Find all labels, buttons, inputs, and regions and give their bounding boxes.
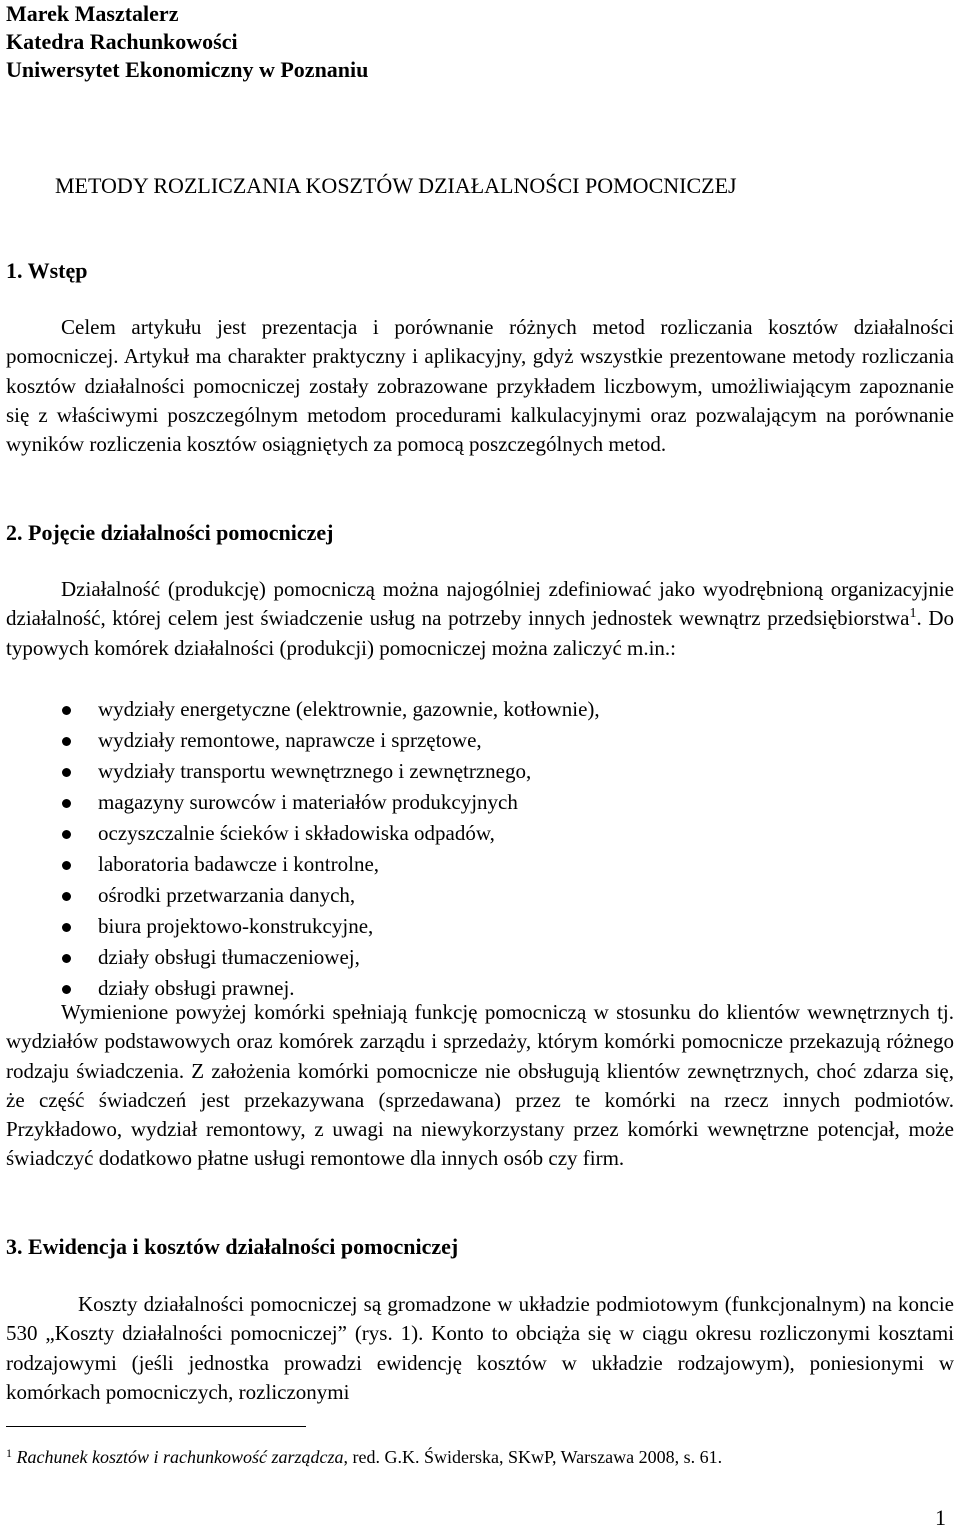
author-department: Katedra Rachunkowości xyxy=(6,29,238,54)
author-university: Uniwersytet Ekonomiczny w Poznaniu xyxy=(6,57,369,82)
list-item: magazyny surowców i materiałów produkcyjnych xyxy=(6,787,954,818)
page-number: 1 xyxy=(935,1505,946,1530)
section-2-intro-text: Działalność (produkcję) pomocniczą można najogólniej zdefiniować jako wyodrębnioną organizacyjnie działalność, której celem jest świadczenie usług na potrzeby innych jednostek wewnątrz przedsiębiorstwa xyxy=(6,577,954,631)
author-block xyxy=(6,0,368,84)
section-2-intro-continued: . Do typowych komórek działalności (produkcji) pomocniczej można zaliczyć m.in.: xyxy=(6,606,954,660)
bullet-icon xyxy=(62,799,71,808)
bullet-icon xyxy=(62,954,71,963)
section-2-heading: 2. Pojęcie działalności pomocniczej xyxy=(6,520,334,545)
footnote-number: 1 xyxy=(6,1446,12,1460)
list-item: wydziały transportu wewnętrznego i zewnętrznego, xyxy=(6,756,954,787)
list-item: oczyszczalnie ścieków i składowiska odpadów, xyxy=(6,818,954,849)
section-3-heading: 3. Ewidencja i kosztów działalności pomocniczej xyxy=(6,1234,459,1259)
bullet-icon xyxy=(62,892,71,901)
bullet-icon xyxy=(62,768,71,777)
bullet-icon xyxy=(62,706,71,715)
section-1-text: Celem artykułu jest prezentacja i porównanie różnych metod rozliczania kosztów działalności pomocniczej. Artykuł ma charakter praktyczny i aplikacyjny, gdyż wszystkie prezentowane metody rozliczania kosztów działalności pomocniczej zostały zobrazowane przykładem liczbowym, umożliwiającym zapoznanie się z właściwymi poszczególnym metodom procedurami kalkulacyjnymi oraz pozwalającym na porównanie wyników rozliczenia kosztów osiągniętych za pomocą poszczególnych metod. xyxy=(6,315,954,457)
bullet-icon xyxy=(62,923,71,932)
list-item: laboratoria badawcze i kontrolne, xyxy=(6,849,954,880)
footnote-details: , red. G.K. Świderska, SKwP, Warszawa 2008, s. 61. xyxy=(343,1447,723,1467)
footnote-reference: 1 xyxy=(909,606,917,622)
article-title: METODY ROZLICZANIA KOSZTÓW DZIAŁALNOŚCI POMOCNICZEJ xyxy=(55,173,737,198)
footnote-book-title: Rachunek kosztów i rachunkowość zarządcza xyxy=(16,1447,344,1467)
list-item: działy obsługi prawnej. xyxy=(6,973,954,1004)
bullet-icon xyxy=(62,985,71,994)
section-2-text: Wymienione powyżej komórki spełniają funkcję pomocniczą w stosunku do klientów wewnętrznych tj. wydziałów podstawowych oraz komórek zarządu i sprzedaży, którym komórki pomocnicze przekazują różnego rodzaju świadczenia. Z założenia komórki pomocnicze nie obsługują klientów zewnętrznych, choć zdarza się, że część świadczeń jest przekazywana (sprzedawana) przez te komórki na rzecz innych podmiotów. Przykładowo, wydział remontowy, z uwagi na niewykorzystany przez komórki wewnętrzne potencjał, może świadczyć dodatkowo płatne usługi remontowe dla innych osób czy firm. xyxy=(6,1000,954,1171)
list-item: ośrodki przetwarzania danych, xyxy=(6,880,954,911)
bullet-icon xyxy=(62,737,71,746)
auxiliary-units-list xyxy=(6,694,954,1004)
bullet-icon xyxy=(62,861,71,870)
section-3-text: Koszty działalności pomocniczej są gromadzone w układzie podmiotowym (funkcjonalnym) na koncie 530 „Koszty działalności pomocniczej” (rys. 1). Konto to obciąża się w ciągu okresu rozliczonymi kosztami rodzajowymi (jeśli jednostka prowadzi ewidencję kosztów w układzie rodzajowym), poniesionymi w komórkach pomocniczych, rozliczonymi xyxy=(6,1292,954,1404)
list-item: wydziały energetyczne (elektrownie, gazownie, kotłownie), xyxy=(6,694,954,725)
author-name: Marek Masztalerz xyxy=(6,1,179,26)
list-item: działy obsługi tłumaczeniowej, xyxy=(6,942,954,973)
list-item: biura projektowo-konstrukcyjne, xyxy=(6,911,954,942)
footnote xyxy=(6,1441,722,1469)
section-1-heading: 1. Wstęp xyxy=(6,258,88,283)
footnote-separator xyxy=(6,1426,306,1427)
section-2-intro xyxy=(6,575,954,663)
list-item: wydziały remontowe, naprawcze i sprzętowe, xyxy=(6,725,954,756)
bullet-icon xyxy=(62,830,71,839)
